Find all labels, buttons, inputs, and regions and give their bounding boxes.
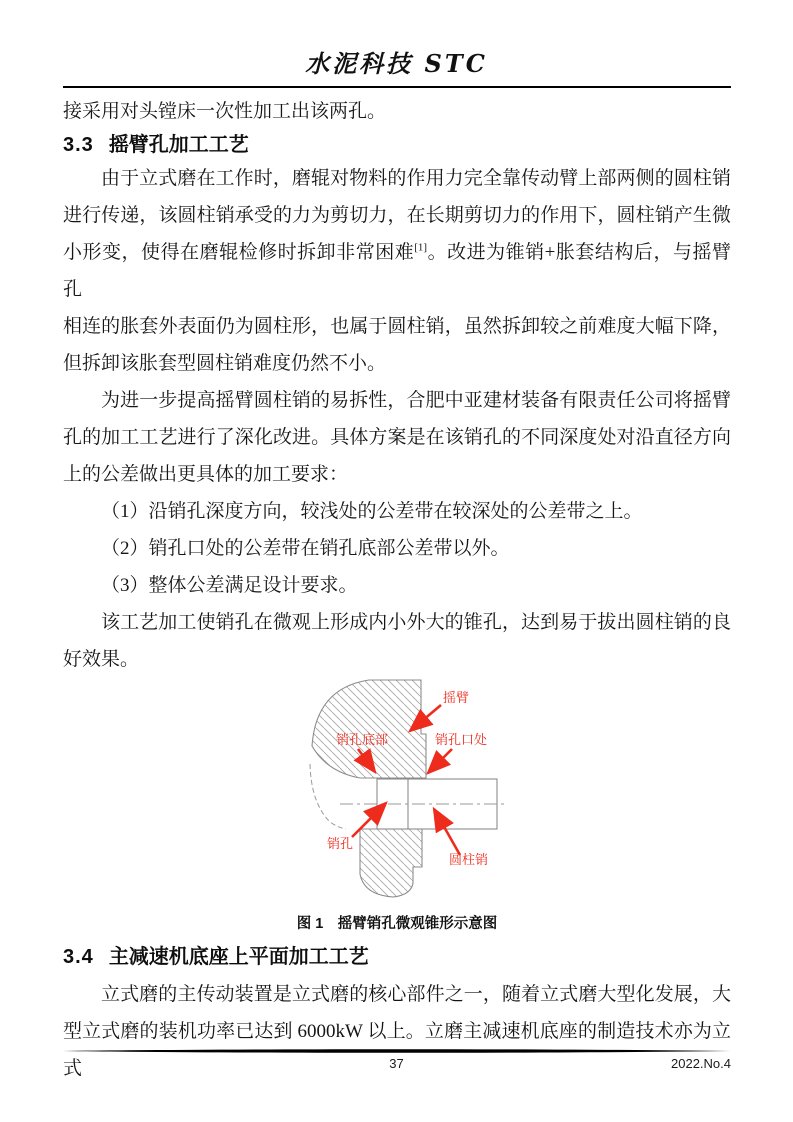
- footer-rule: [63, 1048, 731, 1054]
- para2-line3: 上的公差做出更具体的加工要求：: [63, 464, 349, 485]
- para1-line4: 相连的胀套外表面仍为圆柱形，也属于圆柱销，虽然拆卸较之前难度大幅下降，: [63, 316, 731, 337]
- para2-line2: 孔的加工工艺进行了深化改进。具体方案是在该销孔的不同深度处对沿直径方向: [63, 427, 731, 448]
- hidden-arc-line: [310, 764, 346, 829]
- footer-issue-label: 2022.No.4: [671, 1056, 731, 1071]
- pin-hole-mouth-label: 销孔口处: [435, 732, 488, 747]
- para1-line1: 由于立式磨在工作时，磨辊对物料的作用力完全靠传动臂上部两侧的圆柱销: [101, 168, 731, 189]
- para1-line2: 进行传递，该圆柱销承受的力为剪切力，在长期剪切力的作用下，圆柱销产生微: [63, 205, 731, 226]
- para4-line1: 立式磨的主传动装置是立式磨的核心部件之一，随着立式磨大型化发展，大: [101, 984, 731, 1005]
- figure-1-caption: 图 1 摇臂销孔微观锥形示意图: [296, 916, 498, 932]
- para3-line2: 好效果。: [63, 649, 140, 670]
- pin-hole-bottom-label: 销孔底部: [336, 732, 389, 747]
- list-item-2: （2）销孔口处的公差带在销孔底部公差带以外。: [101, 538, 510, 559]
- para2-line1: 为进一步提高摇臂圆柱销的易拆性，合肥中亚建材装备有限责任公司将摇臂: [101, 390, 731, 411]
- section-3-4-number: 3.4: [63, 946, 94, 968]
- rocker-arm-lower-section: [360, 829, 422, 897]
- para3-line1: 该工艺加工使销孔在微观上形成内小外大的锥孔，达到易于拔出圆柱销的良: [101, 612, 731, 633]
- continued-paragraph-line: 接采用对头镗床一次性加工出该两孔。: [63, 101, 387, 122]
- rocker-arm-label: 摇臂: [443, 690, 470, 705]
- para1-line3-text: 小形变，使得在磨辊检修时拆卸非常困难: [63, 242, 415, 263]
- cylindrical-pin-label: 圆柱销: [449, 852, 489, 867]
- list-item-1: （1）沿销孔深度方向，较浅处的公差带在较深处的公差带之上。: [101, 501, 643, 522]
- citation-reference-1: [1]: [414, 241, 428, 254]
- para1-line3-text-after: 。改进为锥销+胀套结构后，与摇臂孔: [63, 242, 731, 300]
- section-3-3-title: 摇臂孔加工工艺: [108, 134, 249, 156]
- section-3-4-heading: [63, 942, 731, 972]
- section-3-4-title: 主减速机底座上平面加工工艺: [108, 946, 369, 968]
- section-3-3-number: 3.3: [63, 134, 94, 156]
- footer-page-number: 37: [389, 1056, 404, 1071]
- pin-hole-label: 销孔: [327, 836, 354, 851]
- para1-line5: 但拆卸该胀套型圆柱销难度仍然不小。: [63, 353, 387, 374]
- figure-1-drawing: [300, 672, 512, 904]
- journal-header-title: 水泥科技 STC: [305, 49, 488, 78]
- list-item-3: （3）整体公差满足设计要求。: [101, 575, 358, 596]
- header-rule: [63, 86, 731, 88]
- page-content: [63, 93, 731, 1087]
- section-3-3-heading: [63, 130, 731, 160]
- para1-line3: [63, 234, 731, 308]
- pin-hole-mouth-arrow: [428, 749, 452, 773]
- para4-line2: 型立式磨的装机功率已达到 6000kW 以上。立磨主减速机底座的制造技术亦为立式: [63, 1021, 731, 1079]
